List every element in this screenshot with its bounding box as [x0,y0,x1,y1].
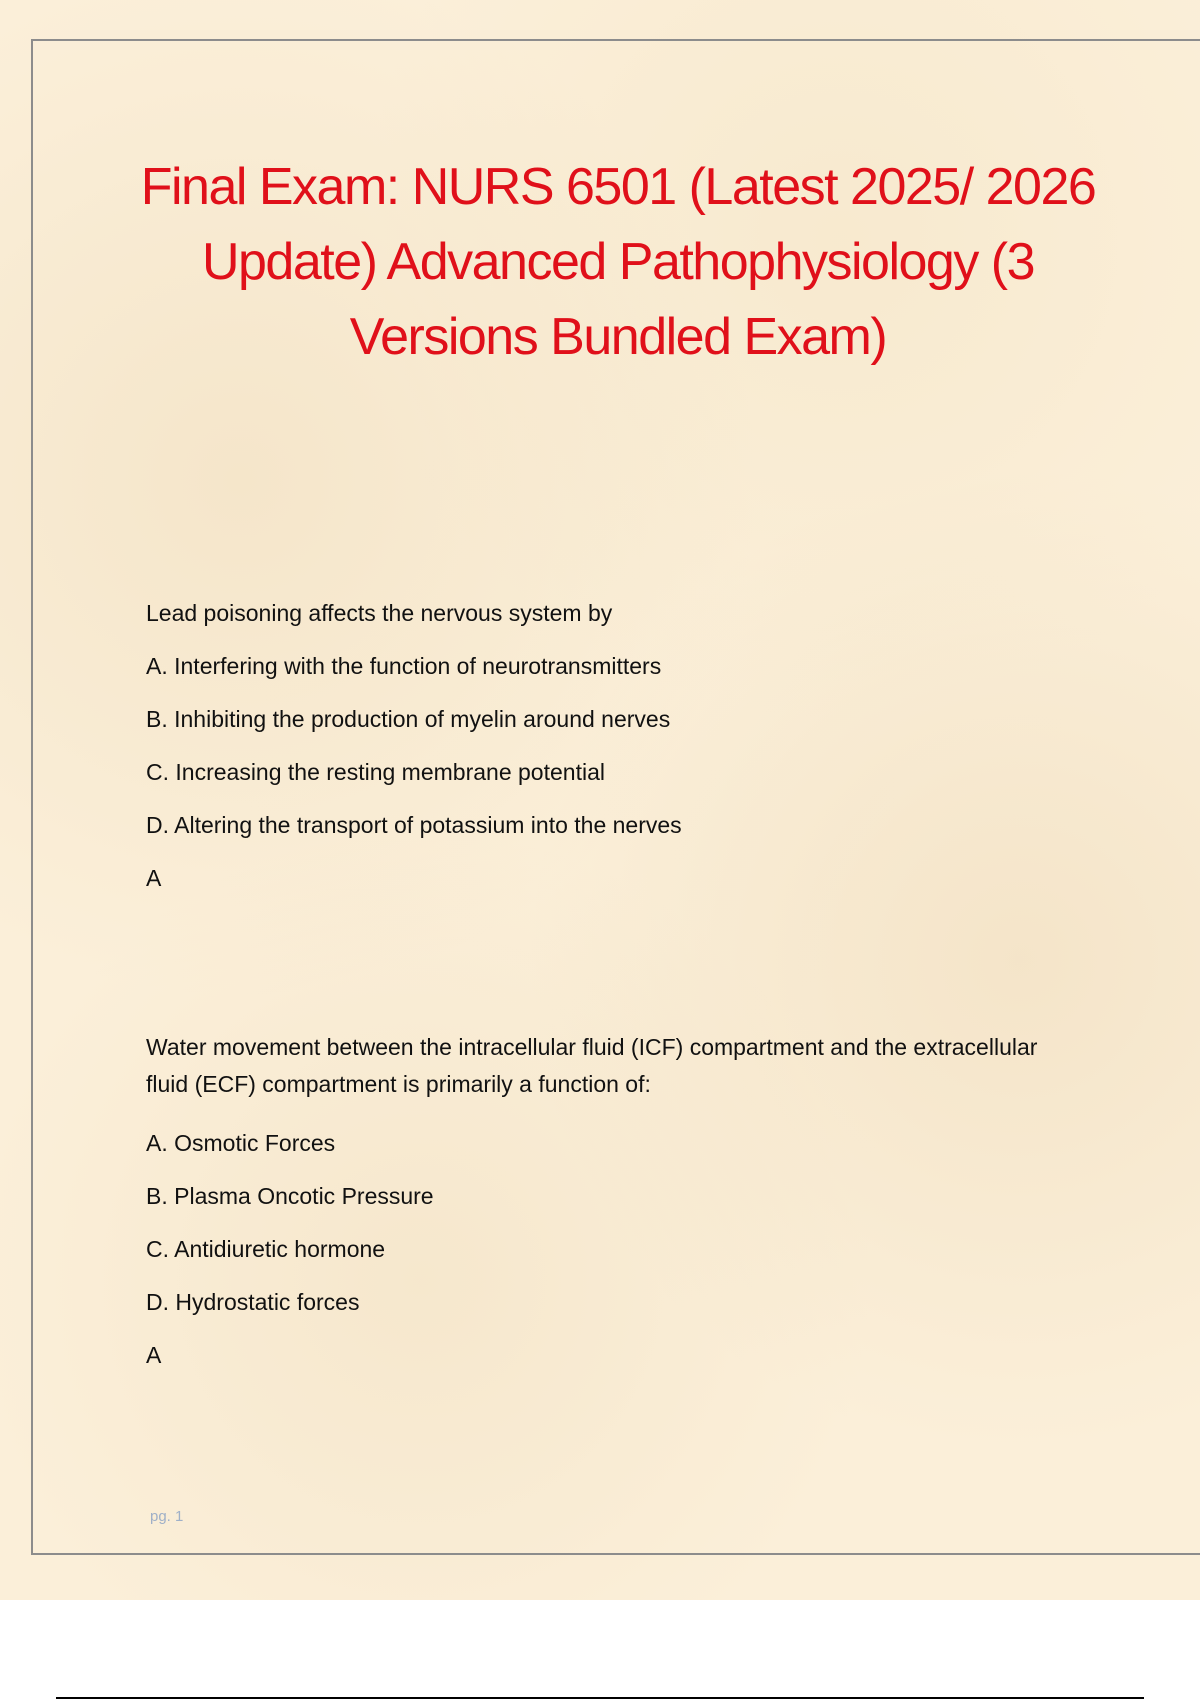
page-number: pg. 1 [150,1508,184,1525]
option-b: B. Inhibiting the production of myelin around nerves [146,706,671,732]
option-c: C. Increasing the resting membrane potential [146,759,605,785]
option-a: A. Interfering with the function of neurotransmitters [146,653,662,679]
option-d: D. Hydrostatic forces [146,1289,360,1315]
document-title: Final Exam: NURS 6501 (Latest 2025/ 2026 Update) Advanced Pathophysiology (3 Versions Bundled Exam) [140,158,1096,366]
option-c: C. Antidiuretic hormone [146,1236,386,1262]
option-a: A. Osmotic Forces [146,1130,336,1156]
option-d: D. Altering the transport of potassium into the nerves [146,812,682,838]
answer: A [146,865,162,891]
option-b: B. Plasma Oncotic Pressure [146,1183,434,1209]
question-stem: Lead poisoning affects the nervous system by [146,600,613,626]
question-stem: Water movement between the intracellular fluid (ICF) compartment and the extracellular fluid (ECF) compartment is primarily a function of: [146,1034,1038,1097]
answer: A [146,1342,162,1368]
bottom-divider [56,1697,1144,1699]
question-1 [146,601,1076,919]
question-2 [146,1029,1076,1396]
